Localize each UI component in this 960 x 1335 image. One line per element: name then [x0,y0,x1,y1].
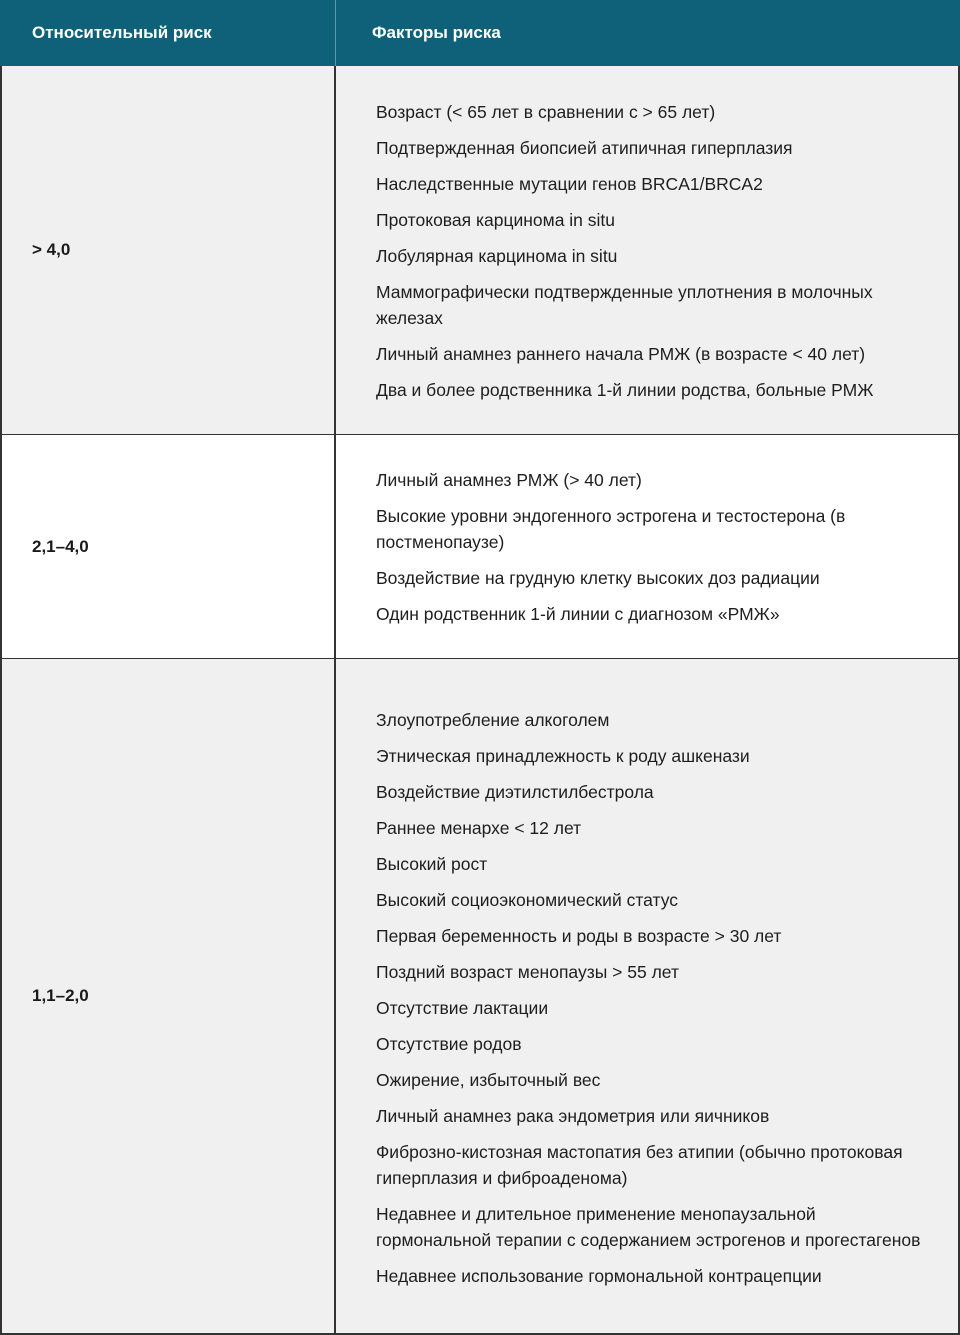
risk-value-cell [2,66,336,434]
factor-item: Возраст (< 65 лет в сравнении с > 65 лет) [376,102,716,122]
factor-item: Один родственник 1-й линии с диагнозом «РМЖ» [376,603,780,624]
factor-item: Недавнее и длительное применение менопаузальной гормональной терапии с содержанием эстрогенов и прогестагенов [376,1204,921,1250]
factor-item: Воздействие диэтилстилбестрола [376,782,654,802]
factor-item: Фиброзно-кистозная мастопатия без атипии (обычно протоковая гиперплазия и фиброаденома) [376,1142,903,1188]
risk-value: 2,1–4,0 [32,536,89,556]
factor-item: Отсутствие родов [376,1034,522,1054]
risk-value-cell [2,435,336,658]
table-row [0,66,960,436]
table-row [0,659,960,1335]
header-risk-factors: Факторы риска [372,23,501,42]
factor-item: Высокий социоэкономический статус [376,890,679,910]
factor-item: Недавнее использование гормональной контрацепции [376,1266,822,1286]
factor-item: Ожирение, избыточный вес [376,1070,601,1090]
factor-item: Наследственные мутации генов BRCA1/BRCA2 [376,174,763,194]
table-header [0,0,960,66]
table-row [0,435,960,660]
factor-item: Высокий рост [376,854,488,874]
factor-item: Два и более родственника 1-й линии родства, больные РМЖ [376,380,874,400]
risk-value-cell [2,659,336,1333]
factor-item: Личный анамнез РМЖ (> 40 лет) [376,469,642,490]
factor-item: Протоковая карцинома in situ [376,210,616,230]
risk-factors-cell [336,435,958,658]
factor-item: Маммографически подтвержденные уплотнения в молочных железах [376,282,873,328]
factor-item: Поздний возраст менопаузы > 55 лет [376,962,679,982]
risk-factors-cell [336,66,958,434]
risk-value: 1,1–2,0 [32,986,89,1005]
factor-item: Раннее менархе < 12 лет [376,818,582,838]
factor-item: Злоупотребление алкоголем [376,710,610,730]
risk-value: > 4,0 [32,240,71,259]
factor-item: Высокие уровни эндогенного эстрогена и тестостерона (в постменопаузе) [376,505,846,552]
factor-item: Первая беременность и роды в возрасте > 30 лет [376,926,782,946]
risk-factors-cell [336,659,958,1333]
factor-item: Лобулярная карцинома in situ [376,246,618,266]
factor-item: Подтвержденная биопсией атипичная гиперплазия [376,138,793,158]
factor-item: Отсутствие лактации [376,998,549,1018]
factor-item: Этническая принадлежность к роду ашкенази [376,746,750,766]
factor-item: Личный анамнез рака эндометрия или яичников [376,1106,770,1126]
header-relative-risk: Относительный риск [0,0,336,66]
factor-item: Воздействие на грудную клетку высоких доз радиации [376,567,820,588]
factor-item: Личный анамнез раннего начала РМЖ (в возрасте < 40 лет) [376,344,866,364]
